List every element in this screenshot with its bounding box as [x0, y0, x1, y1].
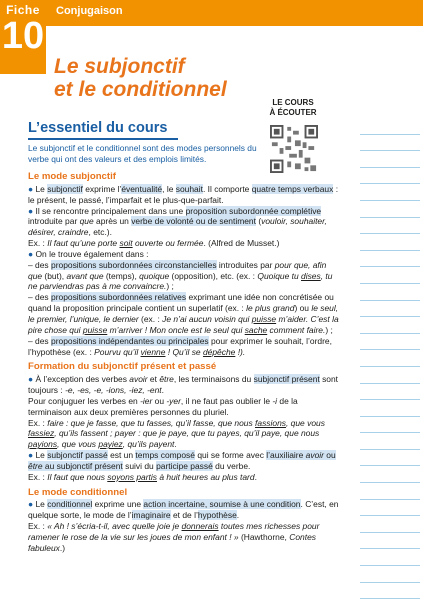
paragraph: – des propositions indépendantes ou principales pour exprimer le souhait, l’ordre, l’hypothèse (ex. : Pourvu qu’il vienne ! Qu’il se dépêche !). — [28, 335, 332, 357]
note-line — [360, 417, 420, 434]
note-line — [360, 218, 420, 235]
note-line — [360, 433, 420, 450]
audio-label-line-1: LE COURS — [272, 98, 314, 107]
note-line — [360, 118, 420, 135]
note-line — [360, 384, 420, 401]
note-line — [360, 566, 420, 583]
title-line-1: Le subjonctif — [54, 55, 185, 78]
note-line — [360, 400, 420, 417]
note-line — [360, 450, 420, 467]
paragraph: – des propositions subordonnées relatives exprimant une idée non concrétisée ou quand la proposition principale contient un superlatif (ex. : le plus grand) ou le seul, le premier, l’unique, le dernier (ex. : Je n’ai aucun voisin qui puisse m’aider. C’est la pire chose qui puisse m’arriver ! Mon oncle est le seul qui sache comment faire.) ; — [28, 292, 339, 335]
note-line — [360, 168, 420, 185]
fiche-number: 10 — [1, 15, 45, 57]
paragraph: ● Il se rencontre principalement dans une proposition subordonnée complétive introduite par que après un verbe de volonté ou de sentiment (vouloir, souhaiter, désirer, craindre, etc.). — [28, 205, 327, 238]
fiche-badge — [0, 0, 46, 74]
note-line — [360, 284, 420, 301]
title-line-2: et le conditionnel — [54, 78, 227, 101]
audio-label-line-2: À ÉCOUTER — [269, 108, 317, 117]
paragraph: ● Le subjonctif exprime l’éventualité, le souhait. Il comporte quatre temps verbaux : le présent, le passé, l’imparfait et le plus-que-parfait. — [28, 183, 339, 205]
example: Ex. : Il faut qu’une porte soit ouverte ou fermée. (Alfred de Musset.) — [28, 238, 280, 249]
note-line — [360, 367, 420, 384]
course-content — [28, 172, 340, 554]
paragraph: Pour conjuguer les verbes en -ier ou -yer, il ne faut pas oublier le -i de la terminaison aux deux premières personnes du pluriel. — [28, 395, 298, 417]
note-line — [360, 350, 420, 367]
category-label: Conjugaison — [56, 5, 123, 17]
note-line — [360, 151, 420, 168]
qr-code-icon[interactable] — [270, 125, 318, 173]
note-line — [360, 234, 420, 251]
note-line — [360, 201, 420, 218]
bullet-icon: ● — [28, 450, 34, 461]
heading-mode-conditionnel: Le mode conditionnel — [28, 486, 128, 498]
note-line — [360, 135, 420, 152]
audio-box-label — [262, 98, 324, 118]
section-title-rule — [28, 138, 178, 140]
note-line — [360, 516, 420, 533]
bullet-icon: ● — [28, 183, 34, 194]
note-line — [360, 267, 420, 284]
paragraph: ● À l’exception des verbes avoir et être, les terminaisons du subjonctif présent sont toujours : -e, -es, -e, -ions, -iez, -ent. — [28, 374, 339, 396]
note-line — [360, 583, 420, 600]
note-line — [360, 549, 420, 566]
notes-area[interactable] — [360, 118, 420, 599]
intro-text: Le subjonctif et le conditionnel sont des modes personnels du verbe qui ont des valeurs et des emplois limités. — [28, 143, 257, 164]
bullet-icon: ● — [28, 248, 34, 259]
paragraph: – des propositions subordonnées circonstancielles introduites par pour que, afin que (but), avant que (temps), quoique (opposition), etc. (ex. : Quoique tu dises, tu ne parviendras pas à me convaincre.) ; — [28, 259, 333, 292]
paragraph: ● Le conditionnel exprime une action incertaine, soumise à une condition. C’est, en quelque sorte, le mode de l’imaginaire et de l’hypothèse. — [28, 499, 339, 521]
paragraph: ● On le trouve également dans : — [28, 248, 149, 259]
bullet-icon: ● — [28, 374, 34, 385]
note-line — [360, 251, 420, 268]
example: Ex. : « Ah ! s’écria-t-il, avec quelle joie je donnerais toutes mes richesses pour ramener le rose de la vie sur les joues de mon enfant ! » (Hawthorne, Contes fabuleux.) — [28, 521, 320, 553]
section-title: L’essentiel du cours — [28, 120, 168, 136]
fiche-label: Fiche — [6, 3, 40, 17]
heading-mode-subjonctif: Le mode subjonctif — [28, 171, 116, 182]
paragraph: ● Le subjonctif passé est un temps composé qui se forme avec l’auxiliaire avoir ou être au subjonctif présent suivi du participe passé du verbe. — [28, 450, 336, 471]
note-line — [360, 317, 420, 334]
example: Ex. : faire : que je fasse, que tu fasses, qu’il fasse, que nous fassions, que vous fassiez, qu’ils fassent ; payer : que je paye, que tu payes, qu’il paye, que nous payions, que vous payiez, qu’ils payent. — [28, 417, 325, 450]
page-title — [54, 55, 227, 101]
heading-formation: Formation du subjonctif présent et passé — [28, 361, 217, 373]
example: Ex. : Il faut que nous soyons partis à huit heures au plus tard. — [28, 471, 257, 482]
category-bar — [46, 0, 423, 26]
note-line — [360, 301, 420, 318]
bullet-icon: ● — [28, 499, 34, 510]
note-line — [360, 533, 420, 550]
bullet-icon: ● — [28, 205, 34, 216]
note-line — [360, 483, 420, 500]
note-line — [360, 184, 420, 201]
note-line — [360, 334, 420, 351]
note-line — [360, 500, 420, 517]
note-line — [360, 466, 420, 483]
